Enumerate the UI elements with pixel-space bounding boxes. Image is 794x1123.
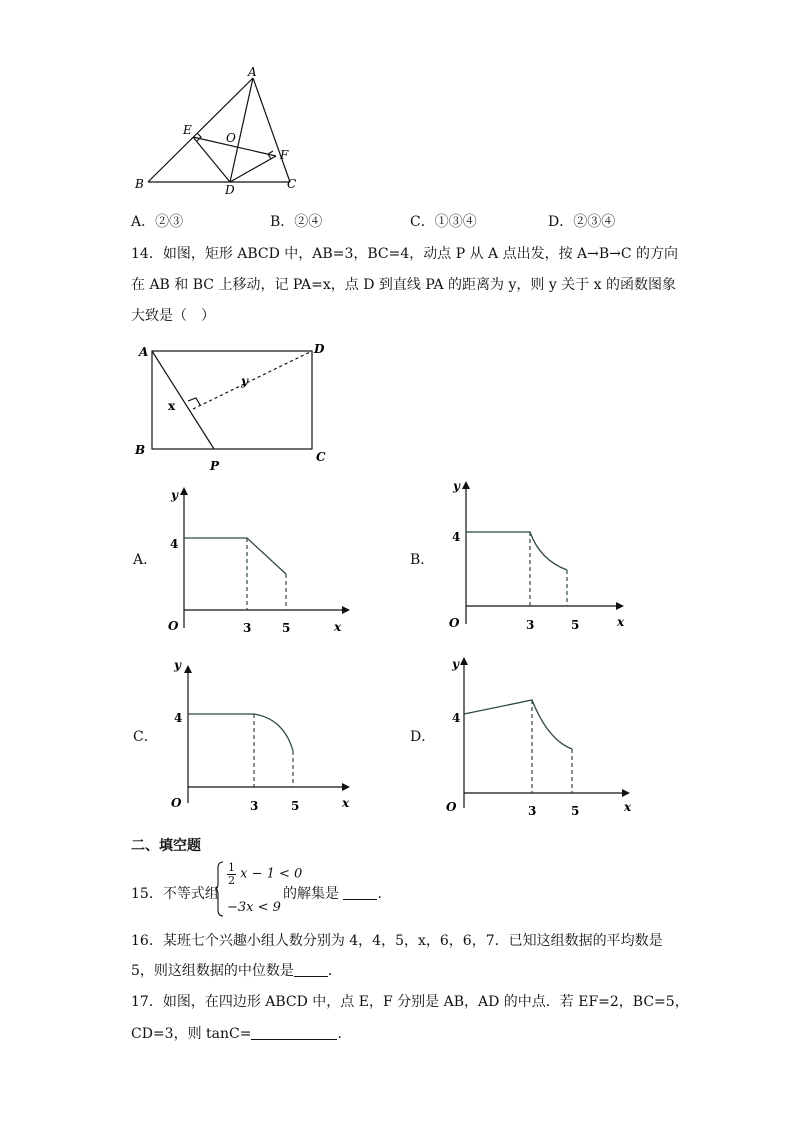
q14-line-1: 14．如图，矩形 ABCD 中，AB=3，BC=4，动点 P 从 A 点出发，按 A→B→C 的方向 bbox=[131, 246, 679, 262]
q15-row-1 bbox=[227, 862, 302, 887]
graph-b-x-label: x bbox=[617, 615, 625, 629]
graph-b-tick-3: 3 bbox=[526, 618, 535, 632]
fig13-label-A: A bbox=[248, 65, 257, 79]
q13-triangle-figure bbox=[128, 64, 308, 196]
q17-line-1: 17．如图，在四边形 ABCD 中，点 E，F 分别是 AB，AD 的中点．若 EF=2，BC=5， bbox=[131, 994, 689, 1010]
graph-b-origin: O bbox=[449, 616, 460, 630]
graph-b-tick-4: 4 bbox=[452, 530, 461, 544]
graph-b-tick-5: 5 bbox=[571, 618, 580, 632]
q16-answer-blank[interactable] bbox=[294, 962, 328, 977]
q15-brace bbox=[214, 860, 224, 918]
q15-row-1-rest: x − 1 < 0 bbox=[240, 866, 303, 882]
fig14-label-D: D bbox=[314, 342, 325, 356]
q17-line-2-text: CD=3，则 tanC= bbox=[131, 1026, 252, 1042]
graph-d-tick-5: 5 bbox=[571, 804, 580, 818]
graph-a bbox=[162, 480, 362, 640]
graph-a-origin: O bbox=[168, 619, 179, 633]
fig13-label-O: O bbox=[226, 131, 236, 145]
q15-end: . bbox=[377, 886, 382, 902]
q13-option-c: C．①③④ bbox=[410, 214, 477, 230]
q15-answer-blank[interactable] bbox=[343, 885, 377, 900]
q15-fraction-numerator: 1 bbox=[228, 861, 235, 874]
graph-b bbox=[440, 475, 640, 635]
section-2-title: 二、填空题 bbox=[131, 838, 201, 854]
fig13-label-B: B bbox=[135, 177, 144, 191]
graph-d bbox=[440, 650, 640, 820]
fig13-label-D: D bbox=[225, 183, 235, 196]
q17-line-2 bbox=[131, 1025, 351, 1043]
q16-line-2-text: 5，则这组数据的中位数是 bbox=[131, 963, 294, 979]
graph-d-tick-4: 4 bbox=[452, 711, 461, 725]
graph-option-label-d: D． bbox=[410, 729, 436, 745]
fig13-label-C: C bbox=[287, 177, 297, 191]
fig14-label-C: C bbox=[316, 450, 326, 464]
q17-answer-blank[interactable] bbox=[251, 1025, 337, 1040]
q16-line-2-end: ． bbox=[327, 963, 342, 979]
graph-d-x-label: x bbox=[624, 800, 632, 814]
q14-rectangle-figure bbox=[130, 338, 340, 476]
graph-d-tick-3: 3 bbox=[528, 804, 537, 818]
q13-option-d: D．②③④ bbox=[548, 214, 616, 230]
fig13-label-F: F bbox=[280, 148, 289, 162]
graph-option-label-b: B． bbox=[410, 552, 435, 568]
q14-line-2: 在 AB 和 BC 上移动，记 PA=x，点 D 到直线 PA 的距离为 y，则 y 关于 x 的函数图象 bbox=[131, 277, 677, 293]
graph-option-label-c: C． bbox=[133, 729, 158, 745]
fig14-label-y: y bbox=[241, 374, 248, 388]
q14-line-3: 大致是（ ） bbox=[131, 308, 215, 324]
graph-d-origin: O bbox=[446, 800, 457, 814]
graph-a-y-label: y bbox=[171, 488, 178, 502]
graph-c bbox=[166, 655, 366, 815]
q15-prefix: 15．不等式组 bbox=[131, 886, 219, 902]
q13-option-b: B．②④ bbox=[270, 214, 323, 230]
graph-a-x-label: x bbox=[334, 620, 342, 634]
graph-c-tick-3: 3 bbox=[250, 799, 259, 813]
graph-a-tick-4: 4 bbox=[170, 537, 179, 551]
graph-option-label-a: A． bbox=[133, 552, 158, 568]
q16-line-2 bbox=[131, 962, 342, 980]
fig14-label-B: B bbox=[135, 443, 146, 457]
q16-line-1: 16．某班七个兴趣小组人数分别为 4，4，5，x，6，6，7．已知这组数据的平均数是 bbox=[131, 933, 663, 949]
q15-row-2: −3x < 9 bbox=[227, 900, 281, 915]
fig13-label-E: E bbox=[183, 123, 192, 137]
graph-c-origin: O bbox=[171, 796, 182, 810]
q17-line-2-end: ． bbox=[337, 1026, 352, 1042]
q15-suffix-text: 的解集是 bbox=[283, 886, 344, 902]
graph-c-x-label: x bbox=[342, 796, 350, 810]
graph-a-tick-5: 5 bbox=[282, 621, 291, 635]
graph-d-y-label: y bbox=[452, 657, 459, 671]
graph-a-tick-3: 3 bbox=[243, 621, 252, 635]
graph-c-y-label: y bbox=[174, 658, 181, 672]
fig14-label-P: P bbox=[210, 459, 220, 473]
fig14-label-A: A bbox=[139, 345, 149, 359]
graph-c-tick-5: 5 bbox=[291, 799, 300, 813]
fig14-label-x: x bbox=[168, 399, 176, 413]
graph-b-y-label: y bbox=[453, 479, 460, 493]
q15-fraction-denominator: 2 bbox=[228, 874, 235, 887]
q13-option-a: A．②③ bbox=[131, 214, 184, 230]
graph-c-tick-4: 4 bbox=[174, 711, 183, 725]
q15-suffix bbox=[283, 885, 382, 903]
